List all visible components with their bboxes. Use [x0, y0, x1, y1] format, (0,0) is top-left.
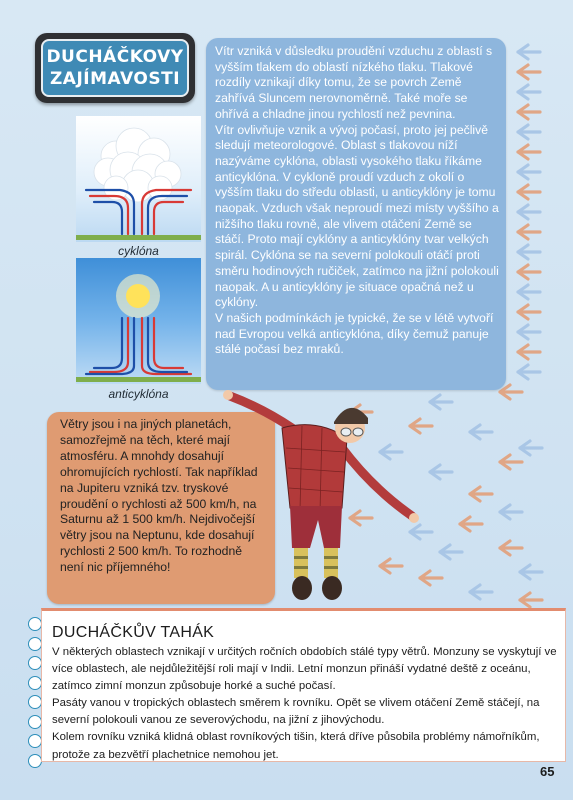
main-paragraph-3: V našich podmínkách je typické, že se v létě vytvoří nad Evropou velká anticyklóna, díky čemuž panuje stálé počasí bez mraků.	[215, 310, 494, 357]
title-line-2: ZAJÍMAVOSTI	[49, 69, 181, 89]
main-info-box	[206, 38, 506, 390]
cheat-sheet-paragraph-2: Pasáty vanou v tropických oblastech směrem k rovníku. Opět se vlivem otáčení Země stáčejí, na severní polokouli vanou ze severovýchodu, na jižní z jihovýchodu.	[52, 697, 540, 727]
main-paragraph-2: Vítr ovlivňuje vznik a vývoj počasí, proto jej pečlivě sledují meteorologové. Oblast s tlakovou níží nazýváme cyklóna, oblasti vysokého tlaku říkáme anticyklóna. V cykloně proudí vzduch z okolí o vyšším tlaku do středu oblasti, u anticyklóny je tomu naopak. Vzduch však neproudí mezi místy vyššího a nižšího tlaku rovně, ale vlivem otáčení Země se stáčí. Proto mají cyklóny a anticyklóny tvar velkých spirál. Cyklóna se na severní polokouli otáčí proti směru hodinových ručiček, zatímco na jižní polokouli naopak. A u anticyklóny je situace opačná než u cyklóny.	[215, 122, 499, 310]
title-inner	[41, 39, 189, 97]
ring-icon	[28, 676, 42, 690]
ring-icon	[28, 656, 42, 670]
page-number: 65	[540, 764, 555, 779]
anticyclone-label: anticyklóna	[108, 387, 169, 401]
cyclone-label: cyklóna	[118, 244, 159, 258]
anticyclone-illustration	[76, 258, 201, 384]
anticyclone-drawing	[76, 258, 201, 384]
ring-icon	[28, 734, 42, 748]
cheat-sheet-paragraph-1: V některých oblastech vznikají v určitých ročních obdobích stálé typy větrů. Monzuny se vyskytují ve více oblastech, ale nejdůležitější roli mají v Indii. Letní monzun přináší vydatné deště z oceánu, zatímco zimní monzun způsobuje horké a suché počasí.	[52, 646, 557, 693]
cheat-sheet-note	[41, 608, 566, 762]
ring-icon	[28, 637, 42, 651]
main-paragraph-1: Vítr vzniká v důsledku proudění vzduchu z oblastí s vyšším tlakem do oblastí nízkého tlaku. Tlakové rozdíly vznikají díky tomu, že se povrch Země zahřívá Sluncem nerovnoměrně. Také moře se ohřívá a chladne jinou rychlostí než pevnina.	[215, 44, 493, 121]
planets-fact-text: Větry jsou i na jiných planetách, samozřejmě na těch, které mají atmosféru. A mnohdy dosahují ohromujících rychlostí. Tak například na Jupiteru vzniká tzv. tryskové proudění o rychlosti až 500 km/h, na Saturnu až 1 500 km/h. Nejdivočejší větry jsou na Neptunu, kde dosahují rychlosti 2 500 km/h. To rozhodně není nic příjemného!	[60, 417, 258, 575]
ring-icon	[28, 754, 42, 768]
cyclone-drawing	[76, 116, 201, 242]
ring-icon	[28, 695, 42, 709]
cheat-sheet-text	[52, 644, 557, 764]
cheat-sheet-paragraph-3: Kolem rovníku vzniká klidná oblast rovníkových tišin, která dříve působila problémy námořníkům, protože za bezvětří plachetnice nemohou jet.	[52, 731, 540, 761]
main-info-text	[215, 44, 503, 358]
cheat-sheet-title: DUCHÁČKŮV TAHÁK	[52, 624, 215, 641]
ring-icon	[28, 715, 42, 729]
ring-icon	[28, 617, 42, 631]
person-illustration	[222, 388, 422, 606]
title-plate	[35, 33, 195, 103]
cyclone-illustration	[76, 116, 201, 242]
title-line-1: DUCHÁČKOVY	[46, 47, 184, 67]
